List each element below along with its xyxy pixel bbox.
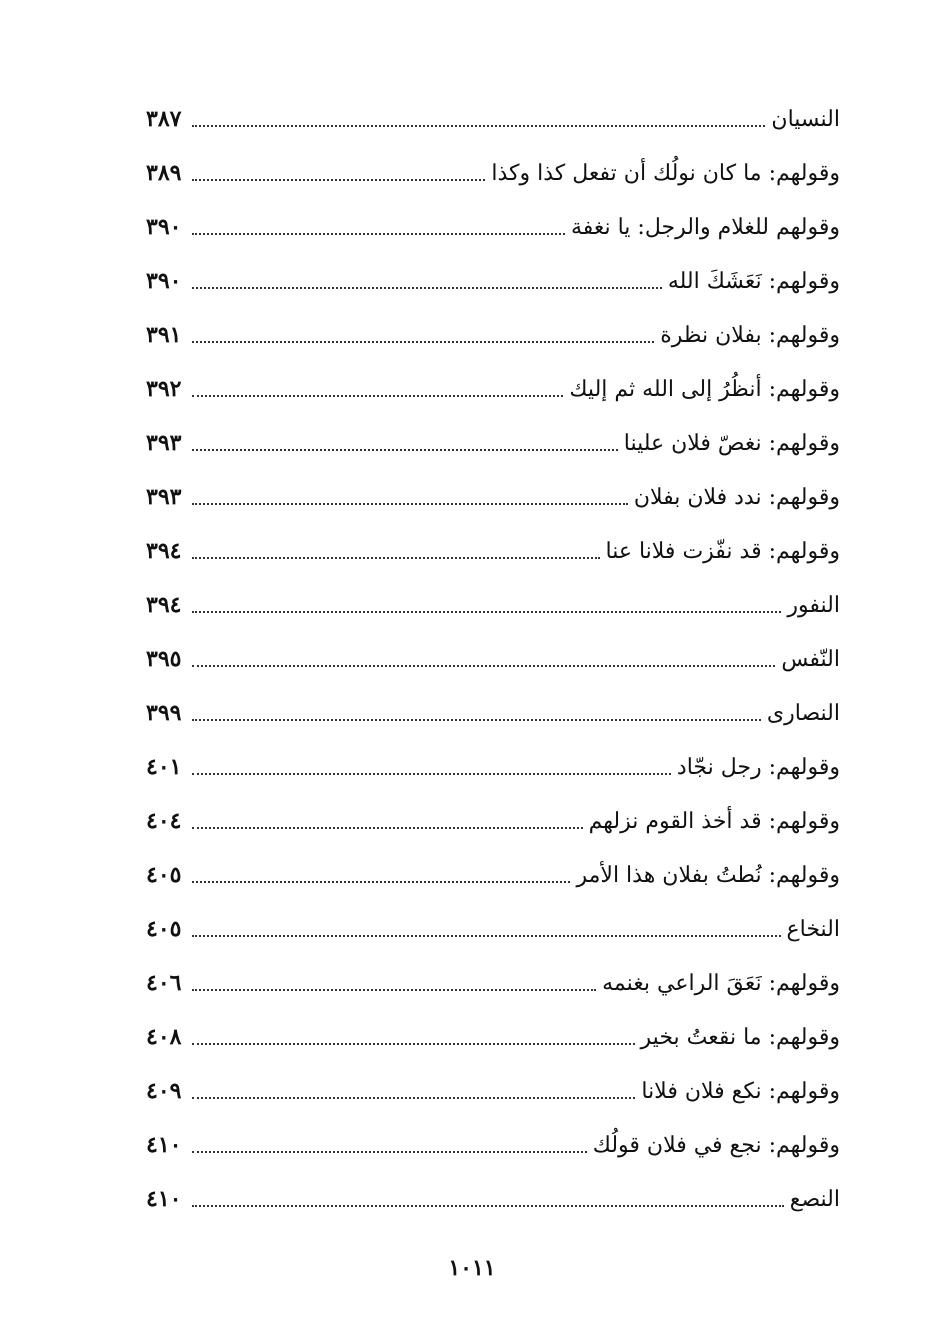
toc-entry-title: وقولهم: رجل نجّاد: [676, 754, 840, 780]
toc-entry: [140, 848, 840, 902]
toc-entry-title: النّفس: [781, 646, 840, 672]
toc-entry-page-number: ٣٩٤: [146, 592, 182, 618]
dotted-leader: [192, 989, 596, 991]
toc-entry-title: وقولهم: قد أخذ القوم نزلهم: [588, 808, 840, 834]
toc-entry: [140, 200, 840, 254]
toc-entry-title: وقولهم: نُطتُ بفلان هذا الأمر: [576, 862, 840, 888]
toc-entry-page-number: ٤٠٦: [146, 970, 182, 996]
toc-entry-page-number: ٣٩٩: [146, 700, 182, 726]
toc-entry: [140, 1064, 840, 1118]
toc-entry-title: وقولهم: نَعَشَكَ الله: [667, 268, 840, 294]
toc-entry: [140, 686, 840, 740]
toc-entry-page-number: ٣٨٩: [146, 160, 182, 186]
toc-entry-title: وقولهم: ما كان نولُك أن تفعل كذا وكذا: [491, 160, 840, 186]
dotted-leader: [192, 665, 775, 667]
toc-entry-page-number: ٤٠٥: [146, 916, 182, 942]
dotted-leader: [192, 1097, 635, 1099]
toc-entry: [140, 740, 840, 794]
toc-entry-page-number: ٤٠٨: [146, 1024, 182, 1050]
dotted-leader: [192, 881, 570, 883]
toc-entry-page-number: ٤٠٥: [146, 862, 182, 888]
toc-entry-page-number: ٣٩١: [146, 322, 182, 348]
dotted-leader: [192, 1043, 635, 1045]
toc-entry-title: وقولهم: أنظُرُ إلى الله ثم إليك: [569, 376, 840, 402]
toc-entry: [140, 146, 840, 200]
toc-entry: [140, 308, 840, 362]
dotted-leader: [192, 287, 662, 289]
toc-entry: [140, 92, 840, 146]
toc-entry-title: وقولهم: بفلان نظرة: [660, 322, 840, 348]
toc-entry-page-number: ٣٩٣: [146, 430, 182, 456]
toc-entry: [140, 1010, 840, 1064]
toc-entry: [140, 1118, 840, 1172]
toc-entry-page-number: ٣٩٠: [146, 214, 182, 240]
dotted-leader: [192, 1205, 784, 1207]
dotted-leader: [192, 1151, 587, 1153]
dotted-leader: [192, 611, 781, 613]
dotted-leader: [192, 179, 485, 181]
toc-entry-page-number: ٣٩٠: [146, 268, 182, 294]
toc-entry: [140, 794, 840, 848]
dotted-leader: [192, 773, 671, 775]
toc-entry-title: النصع: [789, 1186, 840, 1212]
toc-entry-title: وقولهم: ما نقعتُ بخير: [640, 1024, 840, 1050]
toc-entry-title: وقولهم: نكع فلان فلانا: [641, 1078, 840, 1104]
toc-entry-page-number: ٣٩٣: [146, 484, 182, 510]
toc-entry-page-number: ٤١٠: [146, 1186, 182, 1212]
toc-entry: [140, 902, 840, 956]
toc-entry: [140, 956, 840, 1010]
toc-entry-page-number: ٤٠٩: [146, 1078, 182, 1104]
toc-entry-page-number: ٣٩٤: [146, 538, 182, 564]
dotted-leader: [192, 557, 600, 559]
page-number-footer: ١٠١١: [448, 1255, 496, 1281]
toc-entry: [140, 470, 840, 524]
dotted-leader: [192, 341, 654, 343]
dotted-leader: [192, 503, 628, 505]
toc-entry-page-number: ٤٠١: [146, 754, 182, 780]
toc-entry: [140, 1172, 840, 1226]
toc-entry-title: وقولهم: ندد فلان بفلان: [633, 484, 840, 510]
toc-entry-page-number: ٣٩٥: [146, 646, 182, 672]
toc-entry-page-number: ٤٠٤: [146, 808, 182, 834]
dotted-leader: [192, 719, 761, 721]
toc-entry: [140, 416, 840, 470]
toc-entry: [140, 578, 840, 632]
table-of-contents: [140, 92, 840, 1226]
toc-entry-title: النخاع: [786, 916, 840, 942]
toc-entry-page-number: ٣٨٧: [146, 106, 182, 132]
toc-entry-page-number: ٤١٠: [146, 1132, 182, 1158]
dotted-leader: [192, 935, 781, 937]
toc-entry-title: النصارى: [766, 700, 840, 726]
toc-entry: [140, 524, 840, 578]
dotted-leader: [192, 233, 565, 235]
toc-entry-title: وقولهم: نَعَقَ الراعي بغنمه: [602, 970, 840, 996]
dotted-leader: [192, 395, 563, 397]
toc-entry: [140, 254, 840, 308]
dotted-leader: [192, 827, 583, 829]
dotted-leader: [192, 125, 765, 127]
toc-entry-title: وقولهم للغلام والرجل: يا نغفة: [570, 214, 840, 240]
toc-entry-title: وقولهم: نغصّ فلان علينا: [623, 430, 840, 456]
toc-entry-title: وقولهم: قد نفّزت فلانا عنا: [605, 538, 840, 564]
dotted-leader: [192, 449, 618, 451]
toc-entry-page-number: ٣٩٢: [146, 376, 182, 402]
toc-entry: [140, 362, 840, 416]
toc-entry-title: النسيان: [771, 106, 840, 132]
toc-entry: [140, 632, 840, 686]
toc-entry-title: وقولهم: نجع في فلان قولُك: [592, 1132, 840, 1158]
toc-entry-title: النفور: [787, 592, 840, 618]
